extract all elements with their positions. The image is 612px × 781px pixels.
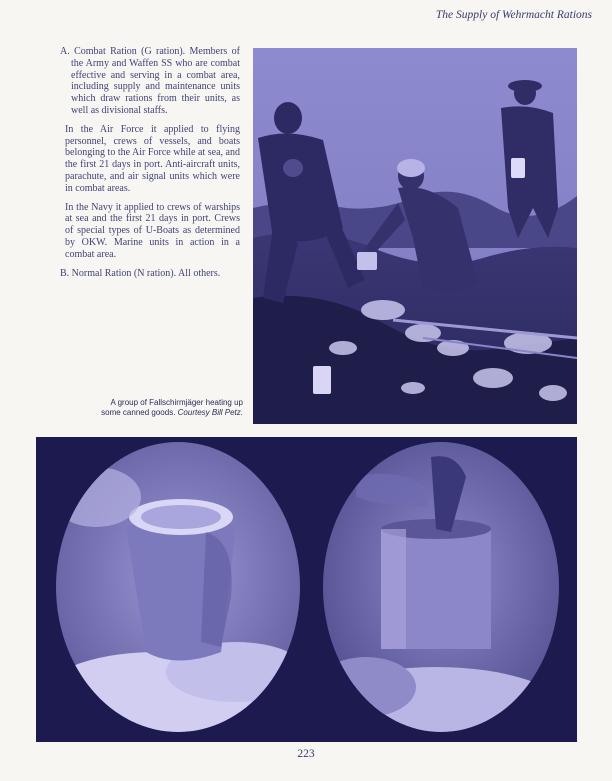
caption-text: some canned goods. [101,408,178,417]
caption-line-2 [60,408,243,418]
paragraph-air-force: In the Air Force it applied to flying personnel, crews of vessels, and boats belonging to the Air Force while at sea, and the first 21 days in port. Anti-aircraft units, parachute, and air signal units which were in combat areas. [65,123,240,194]
running-head: The Supply of Wehrmacht Rations [435,9,592,21]
caption-line-1: A group of Fallschirmjäger heating up [110,398,243,407]
photo-fallschirmjager-group [253,48,577,424]
body-text-column [60,46,240,286]
photo-credit: Courtesy Bill Petz. [177,408,243,417]
paragraph-navy: In the Navy it applied to crews of warships at sea and the first 21 days in port. Crews of special types of U-Boats as determined by OKW. Marine units in action in a combat area. [65,201,240,260]
photo-can-closeups [36,437,577,742]
paragraph-combat-ration: A. Combat Ration (G ration). Members of the Army and Waffen SS who are combat effective and serving in a combat area, including supply and maintenance units which draw rations from their units, as well as divisional staffs. [60,46,240,116]
page-number: 223 [297,748,315,760]
photo-caption [60,398,243,418]
paragraph-normal-ration: B. Normal Ration (N ration). All others. [60,267,221,279]
